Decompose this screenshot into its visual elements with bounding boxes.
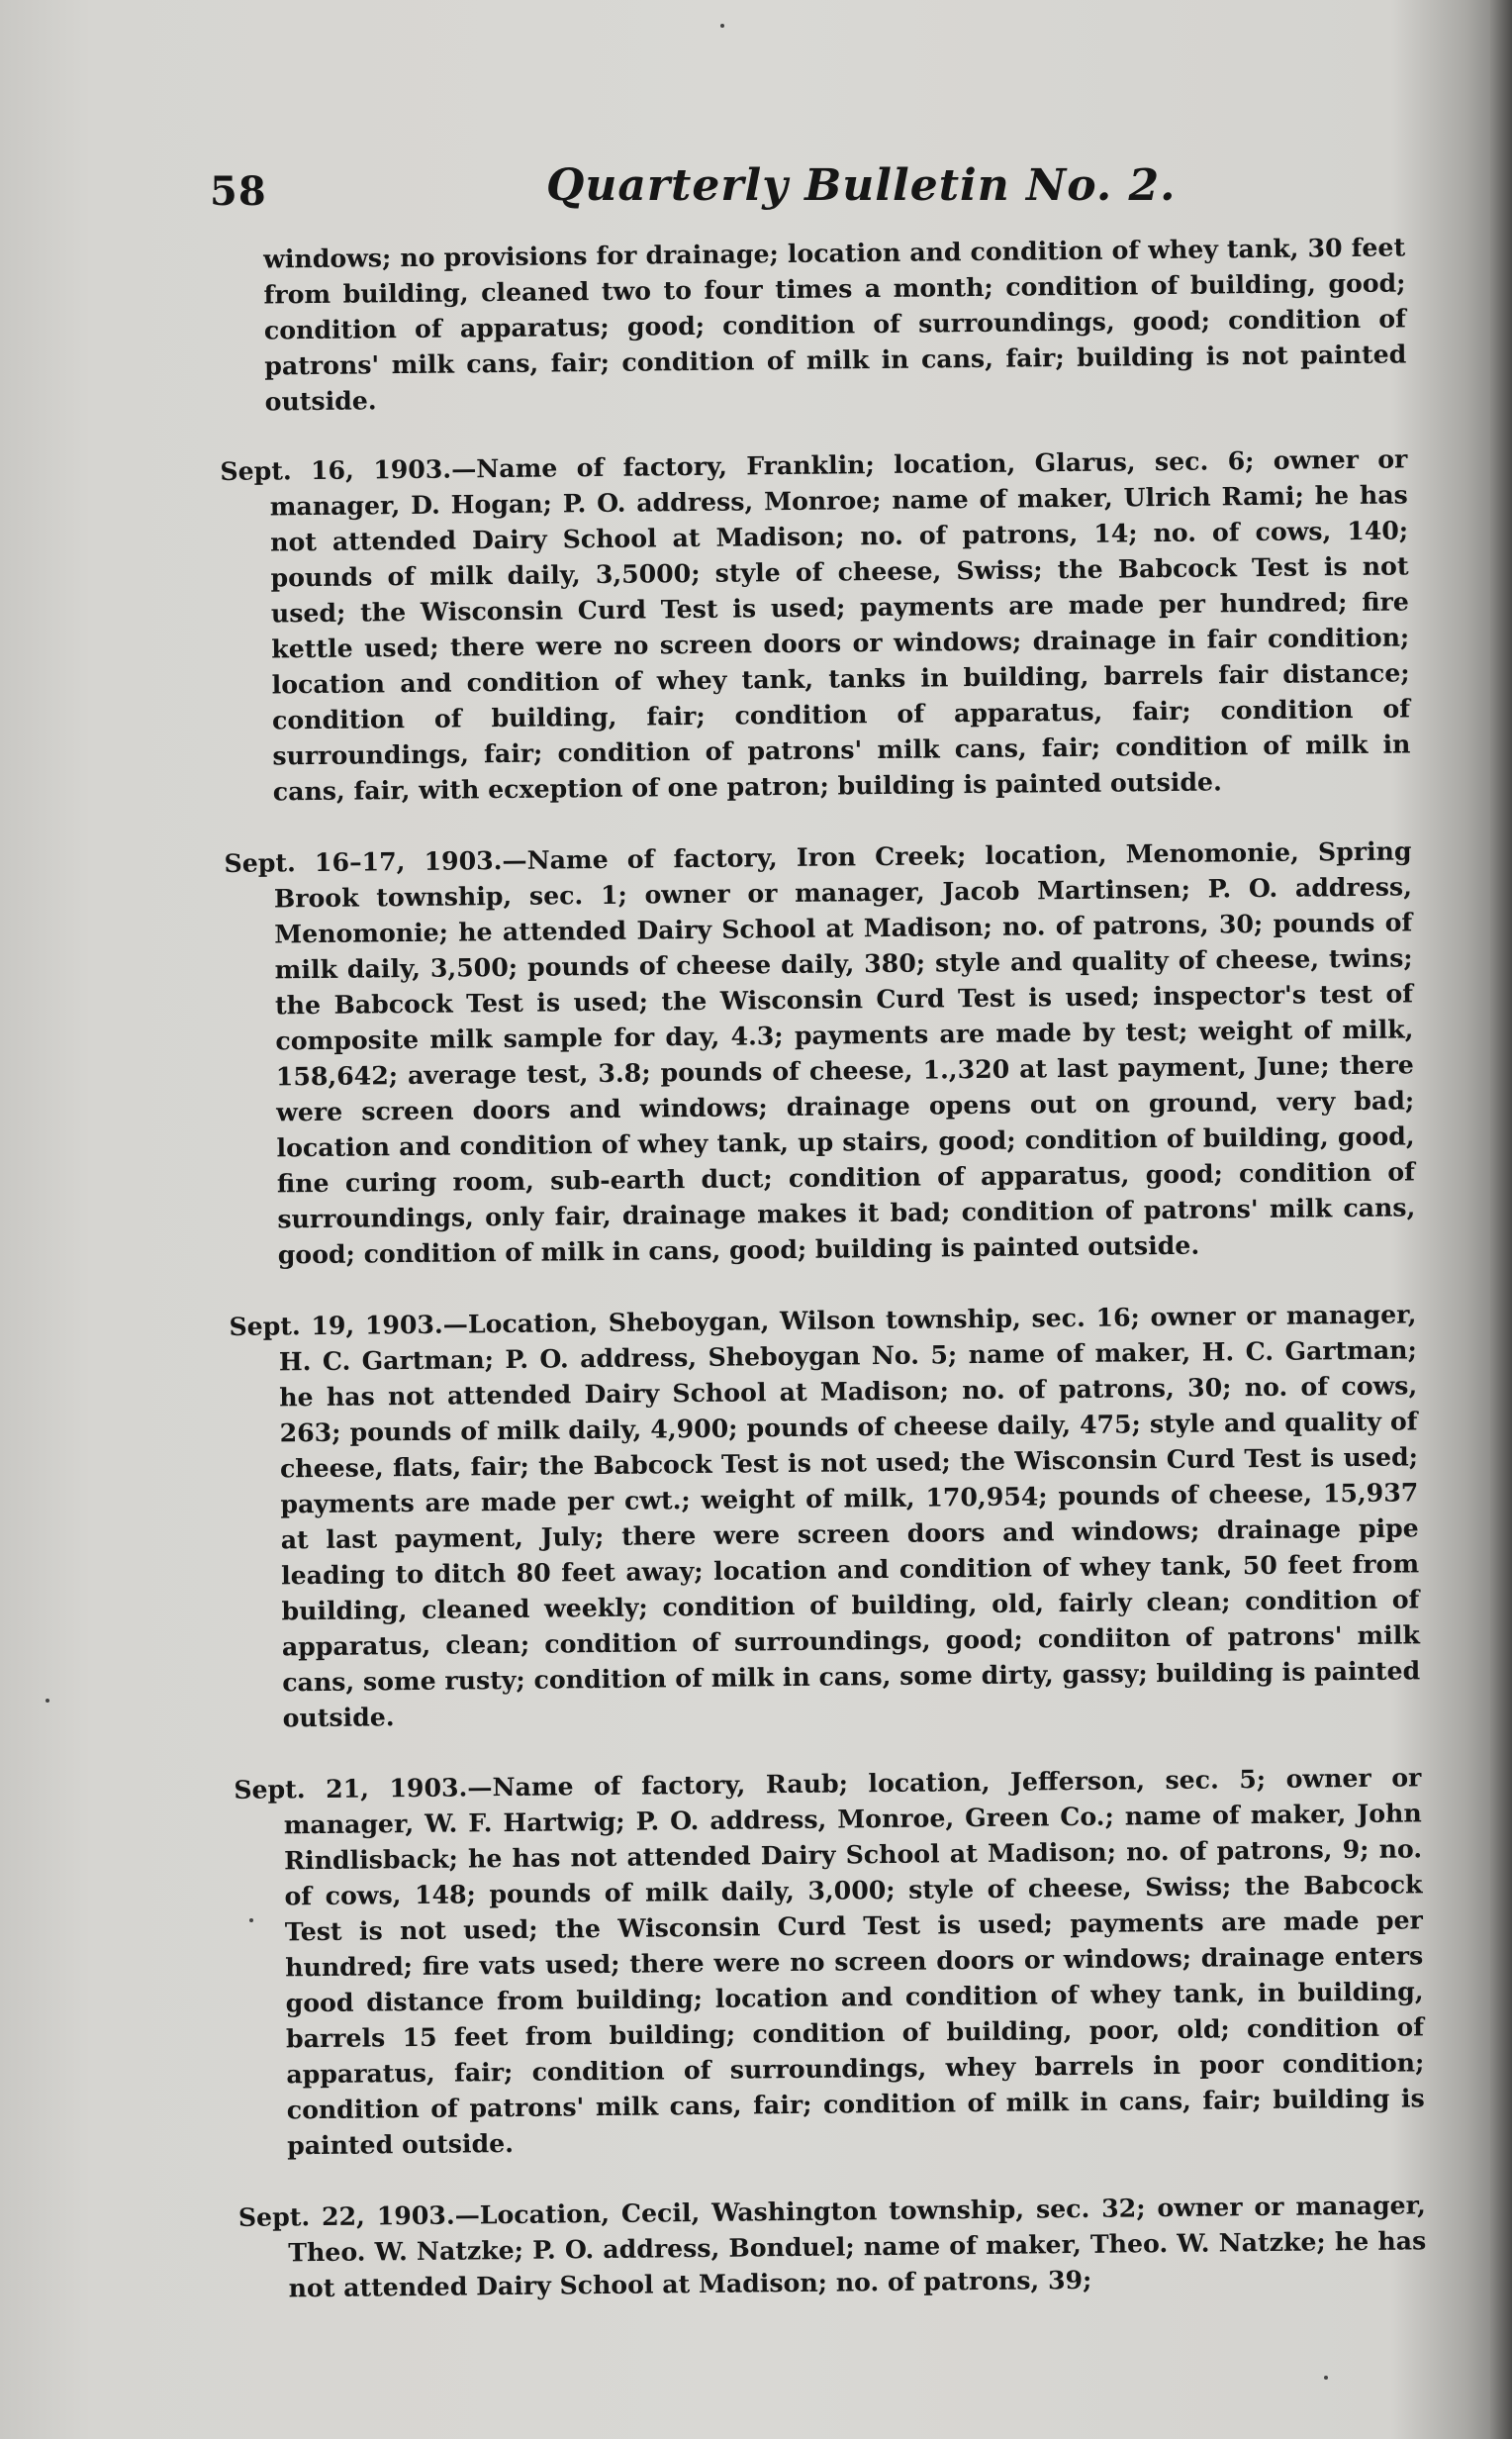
print-speck (249, 1918, 253, 1922)
inspection-entry (234, 1759, 1425, 2164)
entry-date: Sept. 16, 1903. (220, 453, 452, 486)
body-text (218, 229, 1427, 2341)
inspection-entry (224, 832, 1415, 1273)
entry-text: —Name of factory, Iron Creek; location, Menomonie, Spring Brook township, sec. 1; owner or manager, Jacob Martinsen; P. O. address, Menomonie; he attended Dairy School at Madison; no. of patrons, 30; pounds of milk daily, 3,500; pounds of cheese daily, 380; style and quality of cheese, twins; the Babcock Test is used; the Wisconsin Curd Test is used; inspector's test of composite milk sample for day, 4.3; payments are made by test; weight of milk, 158,642; average test, 3.8; pounds of cheese, 1.,320 at last payment, June; there were screen doors and windows; drainage opens out on ground, very bad; location and condition of whey tank, up stairs, good; condition of building, good, fine curing room, sub-earth duct; condition of apparatus, good; condition of surroundings, only fair, drainage makes it bad; condition of patrons' milk cans, good; condition of milk in cans, good; building is painted outside. (273, 835, 1416, 1270)
entry-date: Sept. 16–17, 1903. (224, 845, 503, 878)
entry-text: —Name of factory, Raub; location, Jefferson, sec. 5; owner or manager, W. F. Hartwig; P. O. address, Monroe, Green Co.; name of maker, John Rindlisback; he has not attended Dairy School at Madison; no. of patrons, 9; no. of cows, 148; pounds of milk daily, 3,000; style of cheese, Swiss; the Babcock Test is not used; the Wisconsin Curd Test is used; payments are made per hundred; fire vats used; there were no screen doors or windows; drainage enters good distance from building; location and condition of whey tank, in building, barrels 15 feet from building; condition of building, poor, old; condition of apparatus, fair; condition of surroundings, whey barrels in poor condition; condition of patrons' milk cans, fair; condition of milk in cans, fair; building is painted outside. (283, 1762, 1425, 2161)
entry-text: —Location, Cecil, Washington township, sec. 32; owner or manager, Theo. W. Natzke; P. O. address, Bonduel; name of maker, Theo. W. Natzke; he has not attended Dairy School at Madison; no. of patrons, 39; (288, 2190, 1427, 2303)
print-speck (720, 24, 724, 28)
entry-date: Sept. 21, 1903. (234, 1772, 468, 1805)
entry-date: Sept. 19, 1903. (229, 1309, 443, 1341)
entry-date: Sept. 22, 1903. (237, 2199, 455, 2232)
print-speck (46, 1699, 49, 1703)
print-speck (1324, 2376, 1328, 2380)
page-header (210, 160, 1417, 230)
running-title: Quarterly Bulletin No. 2. (546, 160, 1177, 211)
inspection-entry (229, 1296, 1420, 1736)
page-number: 58 (210, 168, 267, 215)
inspection-entry (220, 440, 1411, 810)
entry-text: —Name of factory, Franklin; location, Glarus, sec. 6; owner or manager, D. Hogan; P. O. address, Monroe; name of maker, Ulrich Rami; he has not attended Dairy School at Madison; no. of patrons, 14; no. of cows, 140; pounds of milk daily, 3,5000; style of cheese, Swiss; the Babcock Test is not used; the Wisconsin Curd Test is used; payments are made per hundred; fire kettle used; there were no screen doors or windows; drainage in fair condition; location and condition of whey tank, tanks in building, barrels fair distance; condition of building, fair; condition of apparatus, fair; condition of surroundings, fair; condition of patrons' milk cans, fair; condition of milk in cans, fair, with ecxeption of one patron; building is painted outside. (269, 443, 1411, 807)
continued-paragraph: windows; no provisions for drainage; location and condition of whey tank, 30 feet from building, cleaned two to four times a month; condition of building, good; condition of apparatus; good; condition of surroundings, good; condition of patrons' milk cans, fair; condition of milk in cans, fair; building is not painted outside. (263, 232, 1407, 417)
entry-text: —Location, Sheboygan, Wilson township, sec. 16; owner or manager, H. C. Gartman; P. O. address, Sheboygan No. 5; name of maker, H. C. Gartman; he has not attended Dairy School at Madison; no. of patrons, 30; no. of cows, 263; pounds of milk daily, 4,900; pounds of cheese daily, 475; style and quality of cheese, flats, fair; the Babcock Test is not used; the Wisconsin Curd Test is used; payments are made per cwt.; weight of milk, 170,954; pounds of cheese, 15,937 at last payment, July; there were screen doors and windows; drainage pipe leading to ditch 80 feet away; location and condition of whey tank, 50 feet from building, cleaned weekly; condition of building, old, fairly clean; condition of apparatus, clean; condition of surroundings, good; condiiton of patrons' milk cans, some rusty; condition of milk in cans, some dirty, gassy; building is painted outside. (278, 1299, 1421, 1733)
inspection-entry (238, 2187, 1427, 2306)
